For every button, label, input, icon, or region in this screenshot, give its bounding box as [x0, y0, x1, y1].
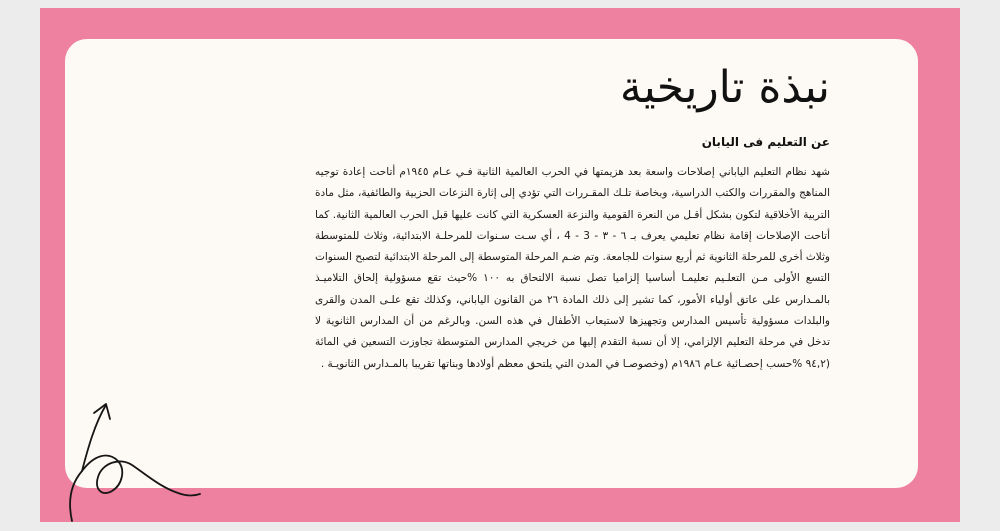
slide: [40, 8, 960, 522]
slide-title: نبذة تاريخية: [619, 62, 830, 113]
slide-subtitle: عن التعليم فى اليابان: [701, 135, 830, 149]
curly-arrow-icon: [60, 393, 205, 528]
slide-body-text: شهد نظام التعليم الياباني إصلاحات واسعة بعد هزيمتها في الحرب العالمية الثانية فـي عـام ١٩٤٥م أتاحت إعادة توجيه المناهج والمقررات والكتب الدراسية، وبخاصة تلـك المقـررات التي تؤدي إلى إثارة النزعات الحزبية والطائفية، مثل مادة التربية الأخلاقية لتكون بشكل أقـل من النعرة القومية والنزعة العسكرية التي كانت عليها قبل الحرب العالمية الثانية. كما أتاحت الإصلاحات إقامة نظام تعليمي يعرف بـ ٦ - ٣ - 3 - 4 ، أي سـت سـنوات للمرحلـة الابتدائية، وثلاث للمتوسطة وثلاث أخرى للمرحلة الثانوية ثم أربع سنوات للجامعة. وتم ضـم المرحلة المتوسطة إلى المرحلة الابتدائية لتصبح السنوات التسع الأولى مـن التعلـيم تعليمـا أساسيا إلزاميا تصل نسبة الالتحاق به ١٠٠ %حيث تقع مسؤولية إلحاق التلاميـذ بالمـدارس على عاتق أولياء الأمور، كما تشير إلى ذلك المادة ٢٦ من القانون الياباني، وكذلك تقع علـى المدن والقرى والبلدات مسؤولية تأسيس المدارس وتجهيزها لاستيعاب الأطفال في هذه السن. وبالرغم من أن المدارس الثانوية لا تدخل في مرحلة التعليم الإلزامي، إلا أن نسبة التقدم إليها من خريجي المدارس المتوسطة تجاوزت التسعين في المائة (٩٤,٢ %حسب إحصـائية عـام ١٩٨٦م (وخصوصـا في المدن التي يلتحق معظم أولادها وبناتها تقريبا بالمـدارس الثانويـة .: [315, 166, 830, 370]
